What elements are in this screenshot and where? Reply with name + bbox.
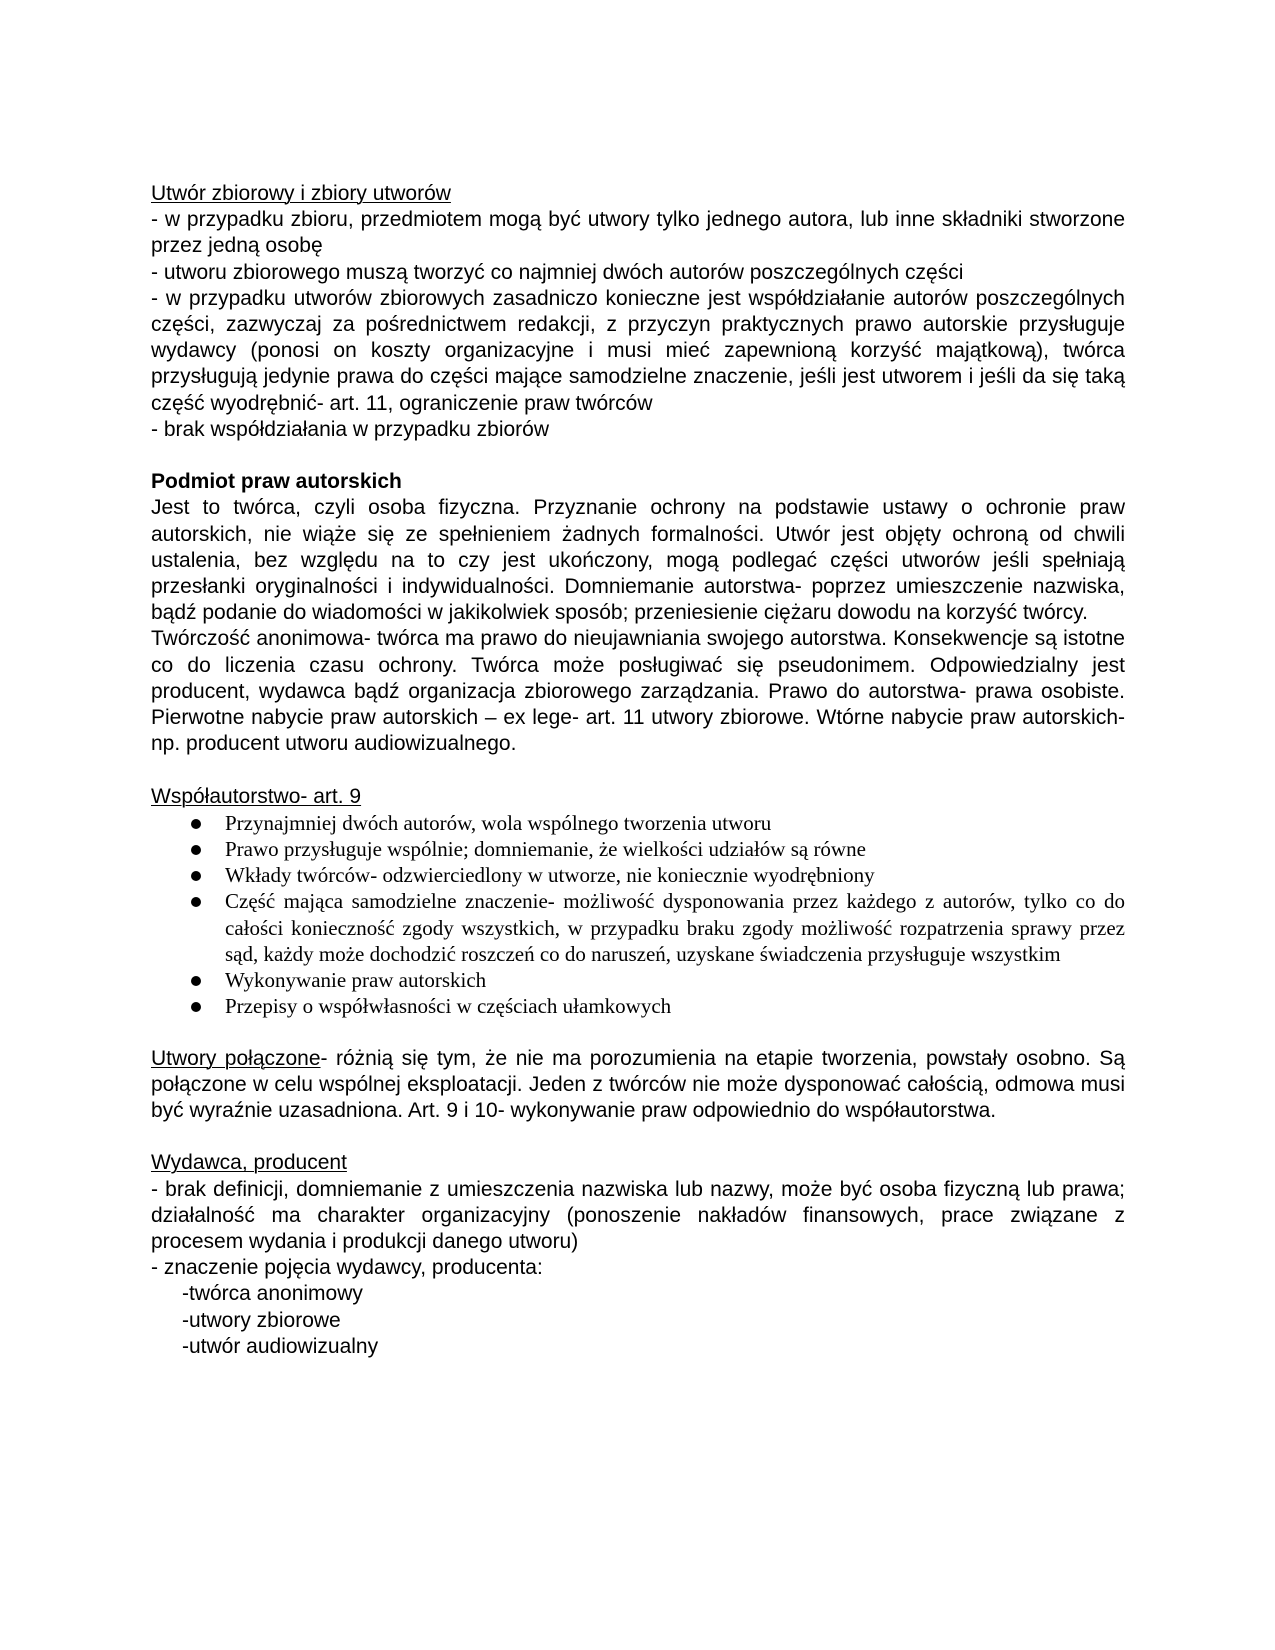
paragraph-text: - różnią się tym, że nie ma porozumienia na etapie tworzenia, powstały osobno. Są połączone w celu wspólnej eksploatacji. Jeden z twórców nie może dysponować całością, odmowa musi być wyraźnie uzasadniona. Art. 9 i 10- wykonywanie praw odpowiednio do współautorstwa.: [151, 1046, 1125, 1123]
paragraph: - utworu zbiorowego muszą tworzyć co najmniej dwóch autorów poszczególnych części: [151, 260, 964, 284]
section-heading-wydawca: Wydawca, producent: [151, 1151, 347, 1175]
list-item: [225, 862, 1125, 888]
list-item: [225, 810, 1125, 836]
sub-list-item: -utwór audiowizualny: [182, 1334, 379, 1358]
spacer: [151, 1124, 1125, 1150]
paragraph: Twórczość anonimowa- twórca ma prawo do nieujawniania swojego autorstwa. Konsekwencje są istotne co do liczenia czasu ochrony. Twórca może posługiwać się pseudonimem. Odpowiedzialny jest producent, wydawca bądź organizacja zbiorowego zarządzania. Prawo do autorstwa- prawa osobiste. Pierwotne nabycie praw autorskich – ex lege- art. 11 utwory zbiorowe. Wtórne nabycie praw autorskich- np. producent utworu audiowizualnego.: [151, 627, 1125, 756]
list-item: [225, 993, 1125, 1019]
paragraph: - brak definicji, domniemanie z umieszczenia nazwiska lub nazwy, może być osoba fizyczną lub prawa; działalność ma charakter organizacyjny (ponoszenie nakładów finansowych, prace związane z procesem wydania i produkcji danego utworu): [151, 1177, 1125, 1254]
list-item: [225, 888, 1125, 967]
spacer: [151, 1019, 1125, 1045]
bullet-icon: [191, 871, 201, 881]
spacer: [151, 443, 1125, 469]
bullet-icon: [191, 1002, 201, 1012]
list-item-text: Przynajmniej dwóch autorów, wola wspólnego tworzenia utworu: [225, 810, 772, 835]
bullet-icon: [191, 976, 201, 986]
bullet-icon: [191, 819, 201, 829]
paragraph: [151, 1046, 1125, 1125]
document-page: [151, 181, 1125, 1360]
section-heading-podmiot: Podmiot praw autorskich: [151, 470, 402, 494]
bullet-icon: [191, 897, 201, 907]
list-item-text: Część mająca samodzielne znaczenie- możliwość dysponowania przez każdego z autorów, tylko co do całości konieczność zgody wszystkich, w przypadku braku zgody możliwość rozpatrzenia sprawy przez sąd, każdy może dochodzić roszczeń co do naruszeń, uzyskane świadczenia przysługuje wszystkim: [225, 889, 1125, 966]
paragraph: - w przypadku utworów zbiorowych zasadniczo konieczne jest współdziałanie autorów poszczególnych części, zazwyczaj za pośrednictwem redakcji, z przyczyn praktycznych prawo autorskie przysługuje wydawcy (ponosi on koszty organizacyjne i musi mieć zapewnioną korzyść majątkową), twórca przysługują jedynie prawa do części mające samodzielne znaczenie, jeśli jest utworem i jeśli da się taką część wyodrębnić- art. 11, ograniczenie praw twórców: [151, 286, 1125, 415]
section-heading-wspolautorstwo: Współautorstwo- art. 9: [151, 784, 362, 808]
sub-list-item: -twórca anonimowy: [182, 1282, 363, 1306]
list-item-text: Przepisy o współwłasności w częściach ułamkowych: [225, 994, 672, 1019]
spacer: [151, 757, 1125, 783]
list-item: [225, 967, 1125, 993]
bullet-list: [151, 810, 1125, 1020]
paragraph: - brak współdziałania w przypadku zbiorów: [151, 417, 550, 441]
list-item: [225, 836, 1125, 862]
section-heading-utwory-polaczone: Utwory połączone: [151, 1046, 321, 1070]
paragraph: - znaczenie pojęcia wydawcy, producenta:: [151, 1256, 543, 1280]
section-heading-utwor-zbiorowy: Utwór zbiorowy i zbiory utworów: [151, 182, 451, 205]
paragraph: Jest to twórca, czyli osoba fizyczna. Przyznanie ochrony na podstawie ustawy o ochronie praw autorskich, nie wiąże się ze spełnieniem żadnych formalności. Utwór jest objęty ochroną od chwili ustalenia, bez względu na to czy jest ukończony, mogą podlegać części utworów jeśli spełniają przesłanki oryginalności i indywidualności. Domniemanie autorstwa- poprzez umieszczenie nazwiska, bądź podanie do wiadomości w jakikolwiek sposób; przeniesienie ciężaru dowodu na korzyść twórcy.: [151, 496, 1125, 625]
list-item-text: Wykonywanie praw autorskich: [225, 968, 487, 993]
paragraph: - w przypadku zbioru, przedmiotem mogą być utwory tylko jednego autora, lub inne składniki stworzone przez jedną osobę: [151, 208, 1125, 258]
bullet-icon: [191, 845, 201, 855]
list-item-text: Prawo przysługuje wspólnie; domniemanie, że wielkości udziałów są równe: [225, 837, 866, 862]
sub-list-item: -utwory zbiorowe: [182, 1308, 341, 1332]
list-item-text: Wkłady twórców- odzwierciedlony w utworze, nie koniecznie wyodrębniony: [225, 863, 875, 888]
